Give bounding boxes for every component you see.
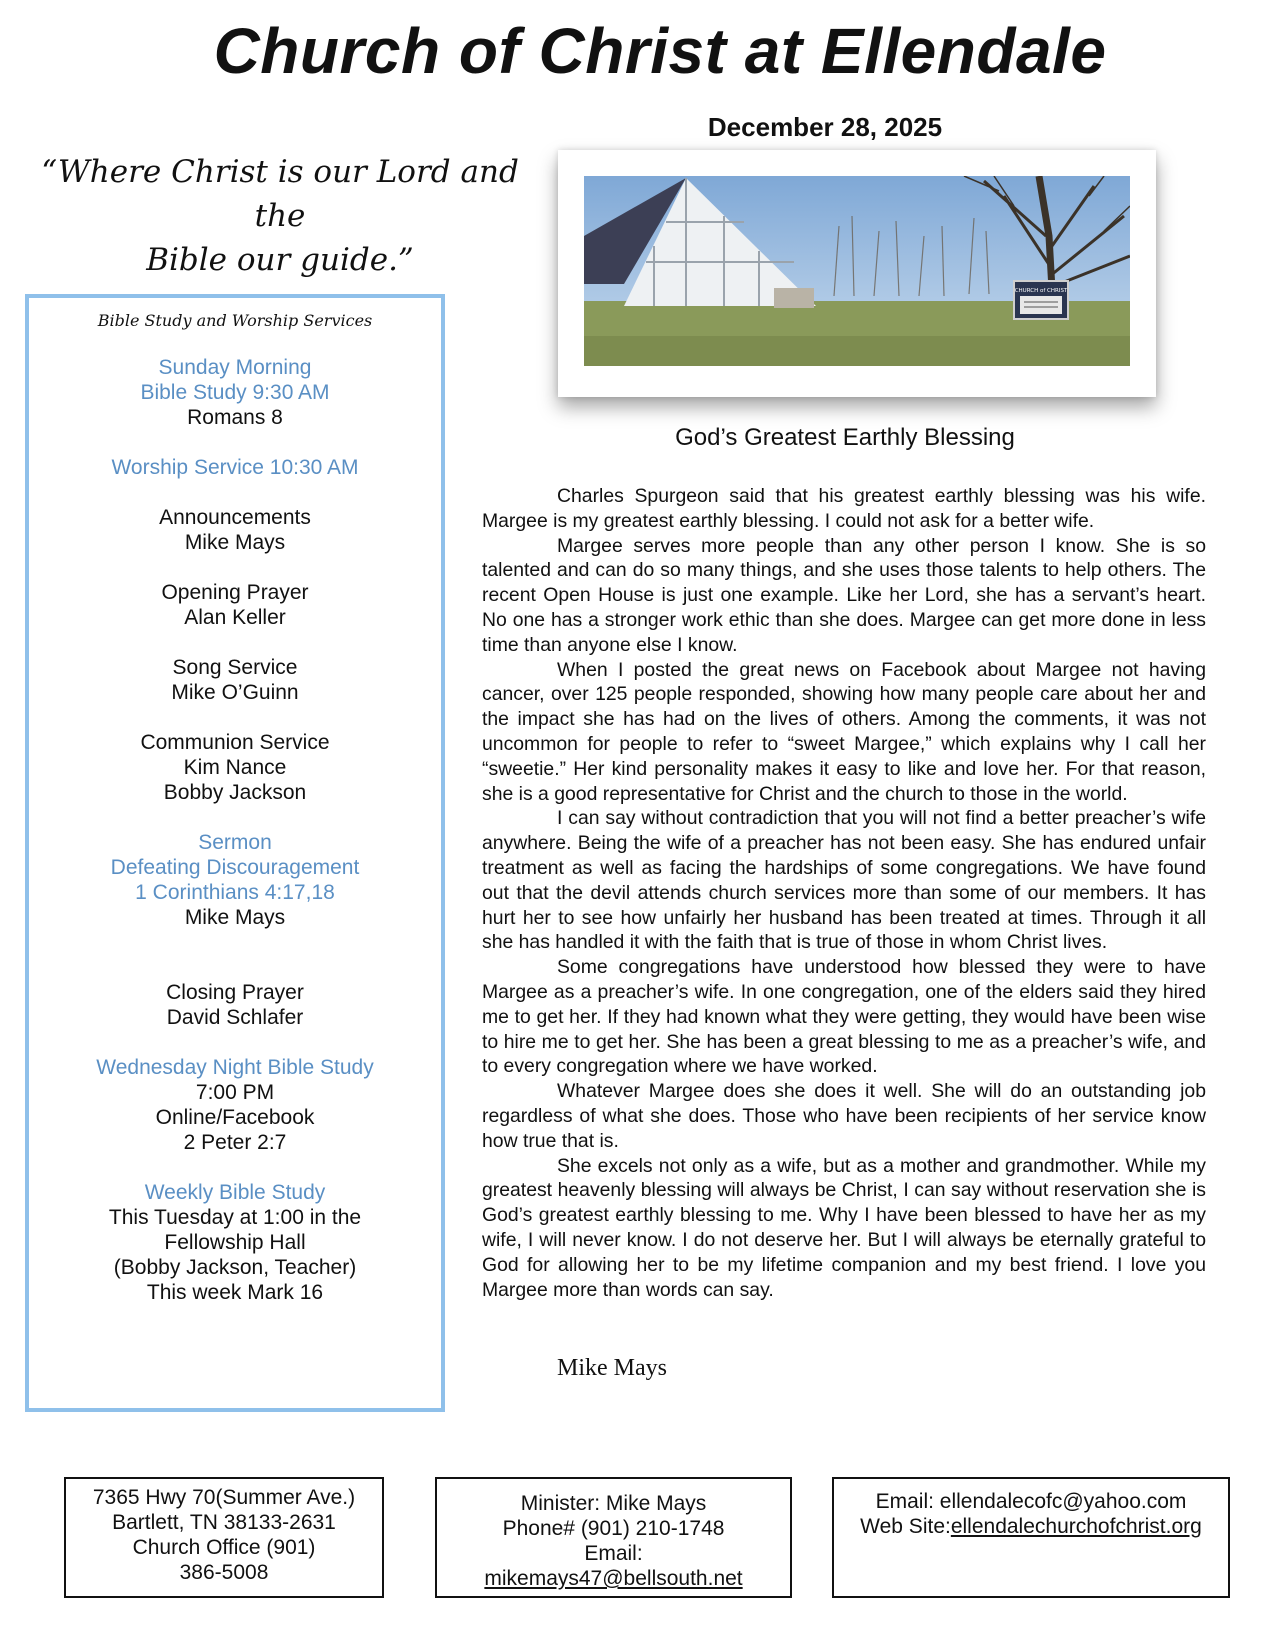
contact-box	[832, 1477, 1230, 1598]
services-panel	[25, 294, 445, 1412]
website-label: Web Site:	[860, 1515, 951, 1538]
sermon-label: Sermon	[198, 831, 272, 854]
article-paragraph: Margee serves more people than any other person I know. She is so talented and can do so many things, and she uses those talents to help others. The recent Open House is just one example. Like her Lord, she has a servant’s heart. No one has a stronger work ethic than she does. Margee can get more done in less time than anyone else I know.	[482, 534, 1206, 656]
office-phone: Church Office (901)	[132, 1536, 316, 1559]
address-line: Bartlett, TN 38133-2631	[112, 1511, 336, 1534]
page-title: Church of Christ at Ellendale	[213, 15, 1107, 87]
bulletin-date: December 28, 2025	[707, 112, 943, 142]
article-paragraph: Charles Spurgeon said that his greatest earthly blessing was his wife. Margee is my greatest earthly blessing. I could not ask for a better wife.	[482, 485, 1206, 532]
communion-label: Communion Service	[140, 731, 330, 754]
opening-prayer-name: Alan Keller	[184, 606, 286, 629]
communion-name: Bobby Jackson	[163, 781, 307, 804]
sermon-speaker: Mike Mays	[184, 906, 286, 929]
weekly-study-label: Weekly Bible Study	[144, 1181, 326, 1204]
sign-text: CHURCH of CHRIST	[1014, 288, 1068, 294]
church-motto	[40, 150, 520, 282]
announcements-label: Announcements	[159, 506, 311, 529]
weekly-study-line: (Bobby Jackson, Teacher)	[113, 1256, 357, 1279]
office-phone: 386-5008	[179, 1561, 269, 1584]
address-line: 7365 Hwy 70(Summer Ave.)	[92, 1486, 356, 1509]
minister-name: Minister: Mike Mays	[520, 1492, 707, 1515]
services-heading: Bible Study and Worship Services	[97, 311, 373, 330]
communion-name: Kim Nance	[183, 756, 287, 779]
bible-study-text: Romans 8	[187, 406, 283, 429]
article-body	[482, 484, 1206, 1302]
wednesday-time: 7:00 PM	[195, 1081, 275, 1104]
song-service-name: Mike O’Guinn	[171, 681, 299, 704]
motto-line: “Where Christ is our Lord and the	[41, 154, 519, 234]
weekly-study-line: This week Mark 16	[146, 1281, 324, 1304]
minister-phone: Phone# (901) 210-1748	[502, 1517, 725, 1540]
sunday-morning-label: Sunday Morning	[158, 356, 312, 379]
minister-email-label: Email:	[584, 1542, 643, 1565]
closing-prayer-name: David Schlafer	[166, 1006, 304, 1029]
motto-line: Bible our guide.”	[146, 242, 414, 278]
article-title: God’s Greatest Earthly Blessing	[675, 424, 1015, 451]
church-email: Email: ellendalecofc@yahoo.com	[875, 1490, 1187, 1513]
church-building-photo	[584, 176, 1130, 366]
worship-service-time: Worship Service 10:30 AM	[111, 456, 359, 479]
minister-email-link[interactable]: mikemays47@bellsouth.net	[484, 1567, 743, 1590]
bible-study-time: Bible Study 9:30 AM	[140, 381, 330, 404]
article-paragraph: When I posted the great news on Facebook about Margee not having cancer, over 125 people responded, showing how many people care about her and the impact she has had on the lives of others. Among the comments, it was not uncommon for people to refer to “sweet Margee,” which explains why I call her “sweetie.” Her kind personality makes it easy to like and love her. For that reason, she is a good representative for Christ and the church to those in the world.	[482, 658, 1206, 805]
article-signature: Mike Mays	[557, 1355, 667, 1381]
wednesday-study-label: Wednesday Night Bible Study	[96, 1056, 374, 1079]
opening-prayer-label: Opening Prayer	[161, 581, 309, 604]
article-paragraph: She excels not only as a wife, but as a mother and grandmother. While my greatest heavenly blessing will always be Christ, I can say without reservation she is God’s greatest earthly blessing to me. Why I have been blessed to have her as my wife, I will never know. I do not deserve her. But I will always be eternally grateful to God for allowing her to be my lifetime companion and my best friend. I love you Margee more than words can say.	[482, 1154, 1206, 1301]
announcements-name: Mike Mays	[184, 531, 286, 554]
address-box	[64, 1477, 384, 1598]
closing-prayer-label: Closing Prayer	[166, 981, 304, 1004]
website-line	[834, 1514, 1228, 1539]
minister-box	[435, 1477, 792, 1598]
weekly-study-line: This Tuesday at 1:00 in the	[108, 1206, 362, 1229]
sermon-title: Defeating Discouragement	[110, 856, 360, 879]
wednesday-place: Online/Facebook	[155, 1106, 315, 1129]
song-service-label: Song Service	[172, 656, 298, 679]
wednesday-text: 2 Peter 2:7	[183, 1131, 287, 1154]
article-paragraph: Some congregations have understood how blessed they were to have Margee as a preacher’s wife. In one congregation, one of the elders said they hired me to get her. If they had known what they were getting, they would have been wise to hire me to get her. She has been a great blessing to me as a preacher’s wife, and to every congregation where we have worked.	[482, 956, 1206, 1078]
website-link[interactable]: ellendalechurchofchrist.org	[950, 1515, 1202, 1538]
sermon-scripture: 1 Corinthians 4:17,18	[135, 881, 335, 904]
article-paragraph: I can say without contradiction that you will not find a better preacher’s wife anywhere. Being the wife of a preacher has not been easy. She has endured unfair treatment as well as facing the hardships of some congregations. We have found out that the devil attends church services more than some of our members. It has hurt her to see how unfairly her husband has been treated at times. Through it all she has handled it with the faith that is true of those in whom Christ lives.	[482, 807, 1206, 954]
weekly-study-line: Fellowship Hall	[164, 1231, 306, 1254]
article-paragraph: Whatever Margee does she does it well. She will do an outstanding job regardless of what she does. Those who have been recipients of her service know how true that is.	[482, 1080, 1206, 1152]
